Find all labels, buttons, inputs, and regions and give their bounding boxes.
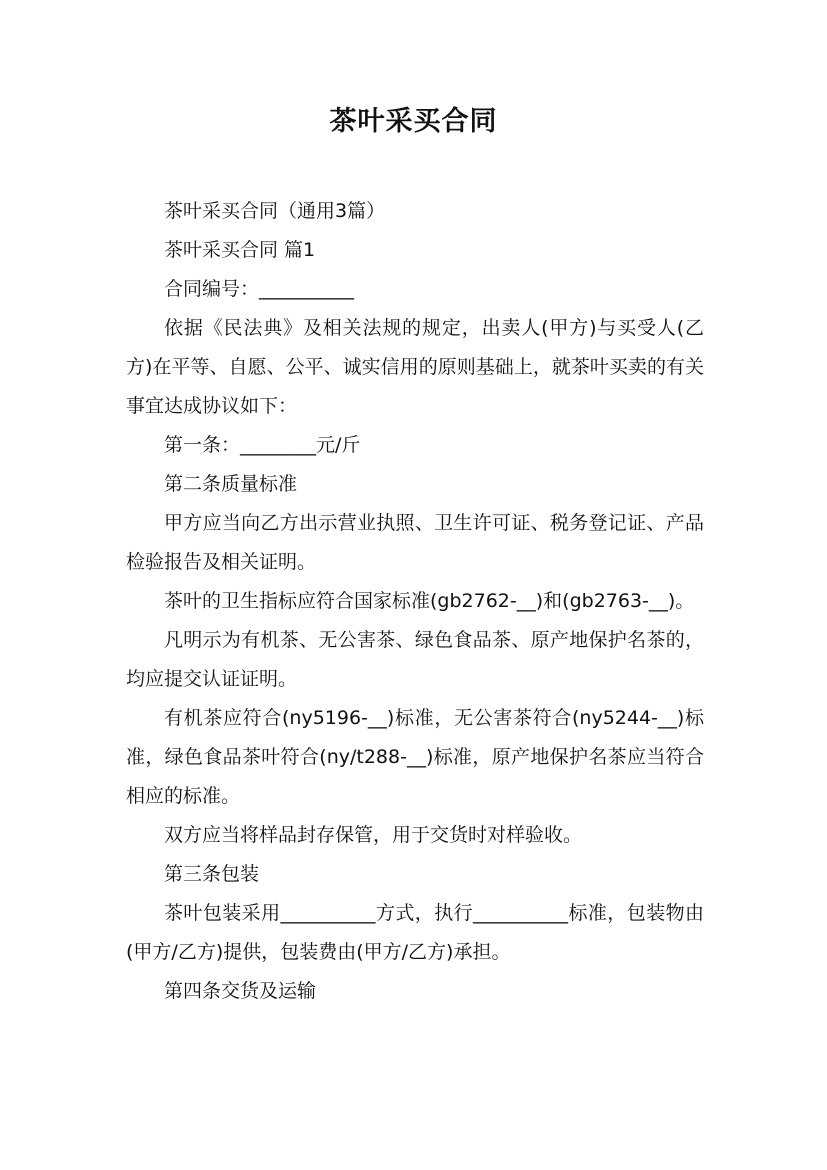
paragraph-article-4-heading: 第四条交货及运输 bbox=[164, 980, 317, 1002]
paragraph-license-requirement: 甲方应当向乙方出示营业执照、卫生许可证、税务登记证、产品检验报告及相关证明。 bbox=[126, 512, 704, 573]
document-title: 茶叶采买合同 bbox=[329, 106, 498, 137]
paragraph-hygiene-standard: 茶叶的卫生指标应符合国家标准(gb2762-__)和(gb2763-__)。 bbox=[164, 590, 695, 612]
paragraph-sample-storage: 双方应当将样品封存保管，用于交货时对样验收。 bbox=[164, 824, 583, 846]
paragraph-article-1: 第一条：________元/斤 bbox=[164, 434, 361, 456]
paragraph-packaging: 茶叶包装采用__________方式，执行__________标准，包装物由(甲方/乙方)提供，包装费由(甲方/乙方)承担。 bbox=[126, 902, 704, 963]
paragraph-article-2-heading: 第二条质量标准 bbox=[164, 473, 298, 495]
paragraph-heading: 茶叶采买合同（通用3篇） bbox=[164, 200, 386, 222]
paragraph-contract-number: 合同编号：__________ bbox=[164, 278, 355, 300]
document-body bbox=[126, 192, 704, 1011]
paragraph-preamble: 依据《民法典》及相关法规的规定，出卖人(甲方)与买受人(乙方)在平等、自愿、公平、诚实信用的原则基础上，就茶叶买卖的有关事宜达成协议如下： bbox=[126, 317, 704, 417]
paragraph-certification-requirement: 凡明示为有机茶、无公害茶、绿色食品茶、原产地保护名茶的，均应提交认证证明。 bbox=[126, 629, 704, 690]
paragraph-part-label: 茶叶采买合同 篇1 bbox=[164, 239, 316, 261]
paragraph-organic-standard: 有机茶应符合(ny5196-__)标准，无公害茶符合(ny5244-__)标准，绿色食品茶叶符合(ny/t288-__)标准，原产地保护名茶应当符合相应的标准。 bbox=[126, 707, 704, 807]
paragraph-article-3-heading: 第三条包装 bbox=[164, 863, 260, 885]
